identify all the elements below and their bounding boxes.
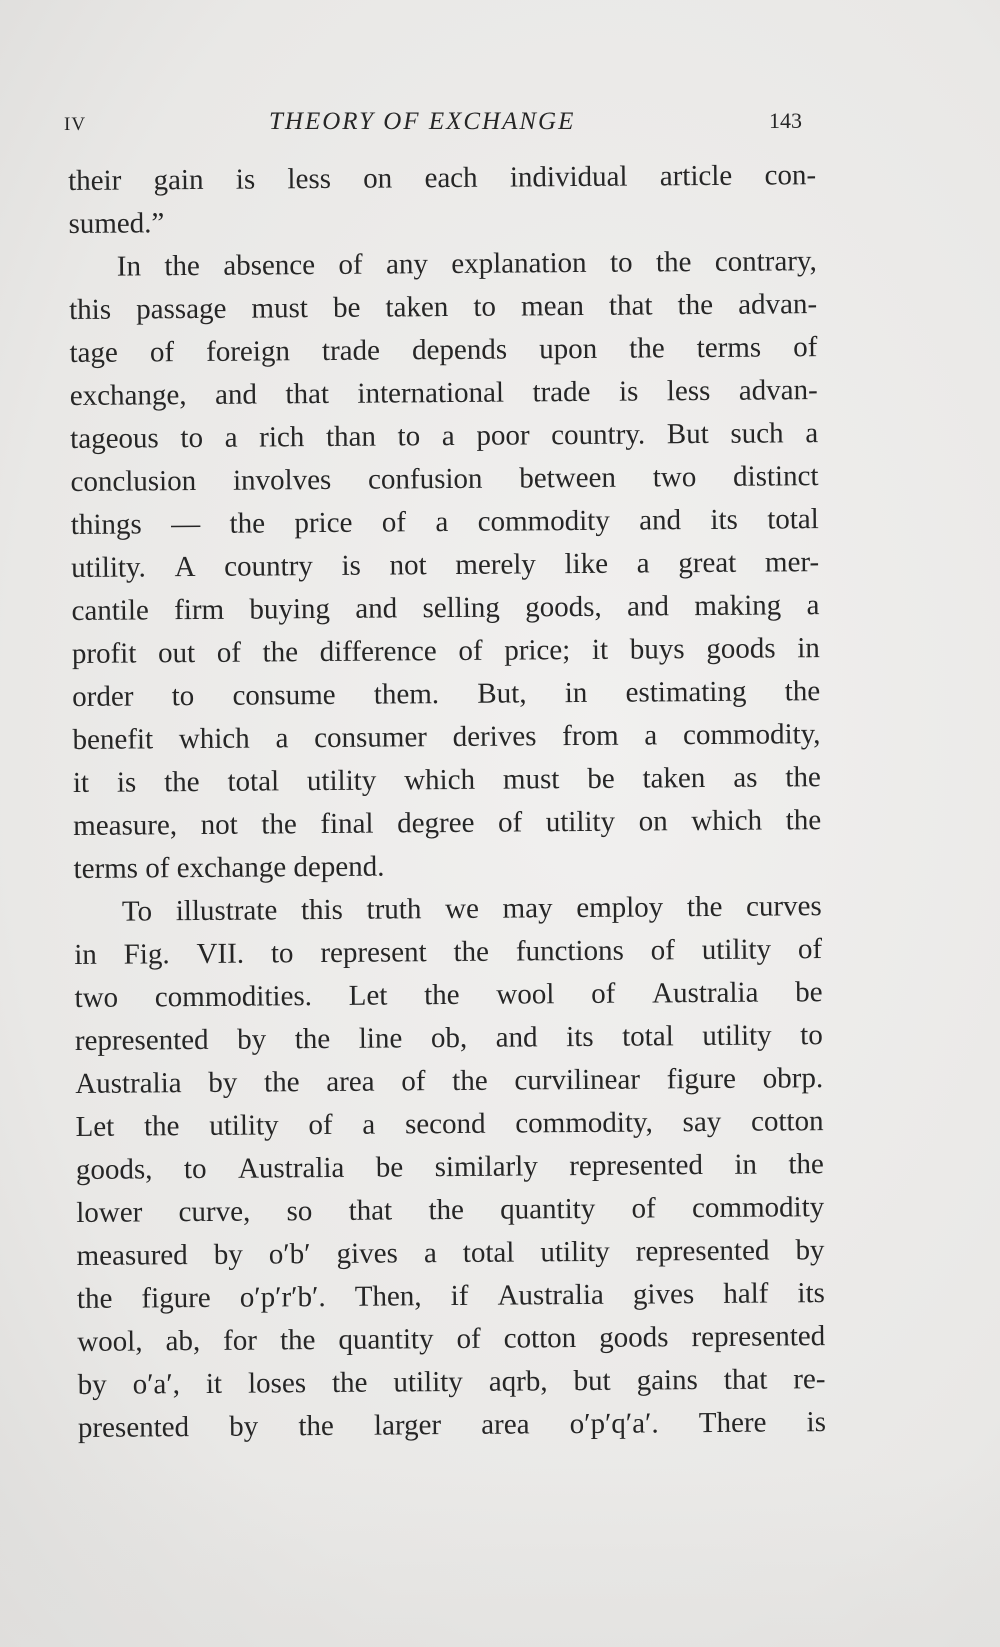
word: their [68,164,122,197]
word: the [686,890,723,924]
word: of [381,506,407,539]
word: of [458,634,483,667]
page-number: 143 [769,108,802,133]
word: of [650,934,675,967]
word: is [116,766,137,799]
body-text [68,154,826,1450]
word: utility [209,1109,279,1142]
word: functions [515,934,624,968]
word: o′a′, [132,1368,181,1401]
word: the [331,1366,368,1399]
text-line [70,369,818,418]
word: it [591,633,609,666]
text-line [72,713,820,762]
word: depends [411,333,508,367]
word: utility [701,933,772,967]
word: commodity, [515,1106,653,1140]
word: utility [545,805,616,839]
word: total [767,503,819,536]
word: exchange, [69,379,187,412]
word: curvilinear [514,1063,641,1097]
word: benefit [72,723,154,756]
word: mean [520,289,585,323]
word: which [691,804,763,838]
word: quantity [338,1323,434,1356]
word: consume [232,678,336,712]
word: is [806,1406,827,1439]
word: by [795,1234,825,1267]
word: not [200,808,238,841]
word: terms [696,331,762,365]
word: as [733,761,758,794]
word: wool [496,978,555,1011]
text-line [77,1358,825,1407]
word: explanation [451,246,587,280]
word: and [355,592,398,625]
word: But, [477,677,527,710]
word: this [300,893,344,927]
word: the [452,1064,488,1098]
word: country. [551,418,646,452]
word: half [723,1277,769,1310]
word: distinct [732,460,819,493]
word: article [659,159,733,193]
word: which [178,722,250,756]
word: aqrb, [488,1365,548,1398]
word: in [797,632,820,665]
word: the [76,1282,113,1315]
text-line [71,541,819,590]
word: that [348,1194,393,1227]
word: of [216,636,242,669]
word: be [375,1151,404,1184]
word: be [332,291,361,324]
word: the [424,978,460,1012]
text-line [74,971,822,1020]
word: measure, [73,809,178,842]
word: gains [636,1364,698,1397]
word: utility. [71,551,146,584]
word: and [214,378,258,411]
word: less [287,162,332,196]
word: of [456,1322,481,1355]
word: great [678,546,737,580]
word: that [608,289,653,322]
word: to [609,246,633,279]
word: is [235,163,256,196]
word: difference [319,635,437,669]
word: tageous [70,422,159,455]
text-line [75,1057,823,1106]
word: commodity [477,504,610,538]
word: There [698,1406,767,1440]
word: quantity [500,1192,596,1226]
word: cantile [71,594,149,627]
word: that [285,377,330,411]
word: In [116,250,142,283]
word: taken [385,291,449,324]
word: so [286,1195,313,1228]
text-line [73,756,821,805]
word: VII. [196,937,245,971]
word: out [157,637,196,670]
chapter-number: IV [64,114,87,135]
text-line [70,412,818,461]
word: obrp. [762,1062,824,1095]
word: loses [247,1367,307,1400]
page-header [64,108,804,142]
word: the [677,288,714,322]
word: conclusion [70,465,197,498]
word: gives [632,1278,695,1311]
word: utility [306,764,377,798]
word: Australia [75,1067,182,1100]
word: commodity, [682,718,821,752]
word: represent [320,936,427,970]
word: cotton [503,1322,577,1355]
word: employ [576,891,664,925]
word: Let [75,1110,115,1143]
word: gain [153,163,204,197]
word: not [389,549,427,582]
text-line [74,928,822,977]
word: the [629,332,665,365]
word: must [502,763,560,796]
word: Australia [237,1151,345,1185]
word: order [72,680,134,713]
word: that [723,1363,768,1396]
word: to [800,1019,823,1052]
word: the [785,804,822,837]
word: of [631,1192,656,1225]
word: is [618,375,639,408]
word: by [237,1023,267,1056]
word: buying [249,592,331,626]
word: must [251,292,309,325]
word: the [164,249,200,283]
word: derives [452,720,537,753]
word: total [227,765,280,798]
word: be [587,762,615,795]
word: its [797,1277,826,1310]
word: re- [793,1363,826,1396]
word: of [338,248,363,281]
word: the [298,1409,334,1443]
word: utility [702,1019,772,1053]
word: larger [373,1409,442,1442]
word: and [639,504,682,537]
word: from [562,719,619,753]
word: a [224,421,238,454]
word: its [566,1020,594,1054]
word: Australia [651,976,759,1010]
text-line [74,885,822,934]
word: profit [71,637,137,670]
word: illustrate [175,894,278,928]
text-line [77,1272,825,1321]
text-line [69,326,817,375]
word: gives [336,1237,398,1270]
word: the [143,1110,180,1143]
word: merely [455,548,536,581]
word: its [710,503,738,536]
word: to [397,420,421,453]
word: confusion [367,462,483,496]
word: in [564,676,588,710]
word: contrary, [714,245,817,278]
word: goods [706,632,776,666]
word: estimating [625,675,747,709]
word: goods, [525,590,602,624]
word: ob, [430,1021,468,1055]
word: second [404,1107,486,1141]
word: the [164,765,200,799]
text-line [76,1186,824,1235]
word: poor [476,419,530,452]
word: be [795,976,823,1009]
text-line: sumed.” [68,207,165,240]
page-shadow [0,1467,1000,1647]
text-line [75,1100,823,1149]
word: tage [69,336,118,369]
word: figure [666,1062,737,1096]
word: to [171,680,195,713]
word: if [450,1279,469,1313]
word: To [121,895,153,928]
word: the [655,246,692,279]
word: o′p′q′a′. [569,1407,659,1441]
word: Let [348,979,388,1012]
text-line [69,240,817,289]
word: represented [691,1320,826,1354]
word: mer- [764,546,820,579]
text-line: terms of exchange depend. [73,850,385,885]
word: it [72,766,90,799]
word: ab, [165,1324,201,1358]
word: a [441,419,455,453]
word: in [734,1148,758,1181]
word: the [279,1324,316,1357]
word: of [793,331,818,364]
word: Australia [497,1278,604,1312]
word: a [423,1237,437,1270]
text-line [71,584,819,633]
word: trade [321,334,381,368]
word: of [591,977,616,1010]
word: a [636,547,650,580]
word: taken [642,762,706,795]
word: firm [174,593,225,627]
word: individual [509,160,628,194]
word: similarly [434,1150,538,1184]
word: truth [366,893,422,926]
word: final [320,807,374,841]
word: less [666,374,711,408]
word: absence [223,249,316,282]
text-line [72,670,820,719]
word: between [519,461,617,495]
word: — [171,507,201,541]
word: curve, [178,1195,251,1229]
running-title: THEORY OF EXCHANGE [269,108,576,135]
word: utility [393,1365,463,1399]
word: o′p′r′b′. [239,1281,326,1314]
word: trade [532,375,591,409]
word: area [326,1065,375,1098]
word: the [261,808,297,841]
word: two [74,981,119,1014]
word: them. [373,678,440,711]
word: a [362,1108,376,1141]
word: we [444,892,480,926]
word: utility [540,1235,610,1269]
word: than [325,420,377,453]
word: of [308,1108,333,1142]
word: o′b′ [268,1238,311,1271]
text-line [76,1143,824,1192]
word: area [481,1408,530,1441]
word: a [275,722,289,755]
text-line [68,154,816,203]
text-line [76,1229,824,1278]
word: but [573,1364,611,1398]
word: the [453,935,490,968]
word: rich [259,421,305,454]
text-line [70,455,818,504]
word: of [797,933,823,966]
word: is [341,549,361,582]
word: measured [76,1239,188,1272]
text-line [71,498,819,547]
word: a [435,506,449,539]
word: foreign [206,335,291,368]
word: any [385,248,429,281]
word: like [564,547,609,581]
word: price [294,506,353,540]
word: goods, [75,1153,153,1186]
word: this [69,293,112,326]
word: say [682,1105,722,1139]
word: on [363,162,393,195]
word: by [229,1410,259,1443]
word: in [74,938,97,971]
word: consumer [314,721,428,755]
word: to [183,1152,207,1186]
word: upon [539,332,598,366]
word: of [149,336,175,369]
word: country [224,550,313,583]
text-line [73,799,821,848]
word: a [805,417,819,450]
word: it [205,1367,223,1400]
word: advan- [738,374,818,407]
word: figure [141,1281,211,1315]
word: may [502,892,553,925]
word: degree [397,806,475,840]
word: international [357,376,505,410]
text-line [72,627,820,676]
word: by [77,1368,107,1401]
word: each [424,161,478,195]
word: two [652,461,697,494]
word: and [495,1021,538,1054]
word: Then, [354,1280,422,1313]
word: wool, [77,1325,143,1358]
word: advan- [738,288,818,321]
word: con- [764,159,817,192]
word: total [622,1020,674,1053]
word: by [213,1238,243,1271]
word: represented [569,1149,704,1183]
word: making [694,589,782,623]
word: to [473,290,497,323]
word: by [208,1066,238,1099]
text-line [75,1014,823,1063]
word: the [263,1066,300,1099]
word: involves [232,463,332,497]
word: represented [635,1234,770,1268]
word: line [358,1022,403,1055]
word: of [401,1065,426,1098]
word: of [497,806,523,839]
word: to [180,421,204,455]
word: commodities. [154,980,313,1014]
word: curves [745,890,822,923]
word: represented [74,1023,209,1057]
word: A [174,551,196,584]
word: commodity [691,1191,825,1225]
word: the [784,675,821,708]
word: on [638,805,668,838]
word: which [404,763,476,797]
word: Fig. [123,938,170,971]
word: presented [77,1411,190,1444]
word: price; [504,634,571,667]
word: passage [136,292,227,326]
word: total [462,1236,515,1269]
word: such [730,417,784,450]
word: a [644,719,658,752]
text-line [78,1401,826,1450]
word: the [788,1148,824,1181]
word: cotton [750,1105,824,1138]
word: things [70,508,142,541]
word: for [223,1324,258,1357]
word: and [626,590,670,623]
text-line [77,1315,825,1364]
word: to [270,937,294,970]
word: a [806,589,820,622]
word: the [428,1193,465,1227]
text-line [69,283,817,332]
word: the [262,636,299,669]
word: the [229,507,266,540]
word: the [785,761,821,794]
word: goods [599,1321,669,1354]
word: buys [629,633,685,666]
word: the [294,1022,331,1056]
word: lower [76,1196,143,1229]
word: But [666,417,709,451]
word: selling [422,591,500,625]
